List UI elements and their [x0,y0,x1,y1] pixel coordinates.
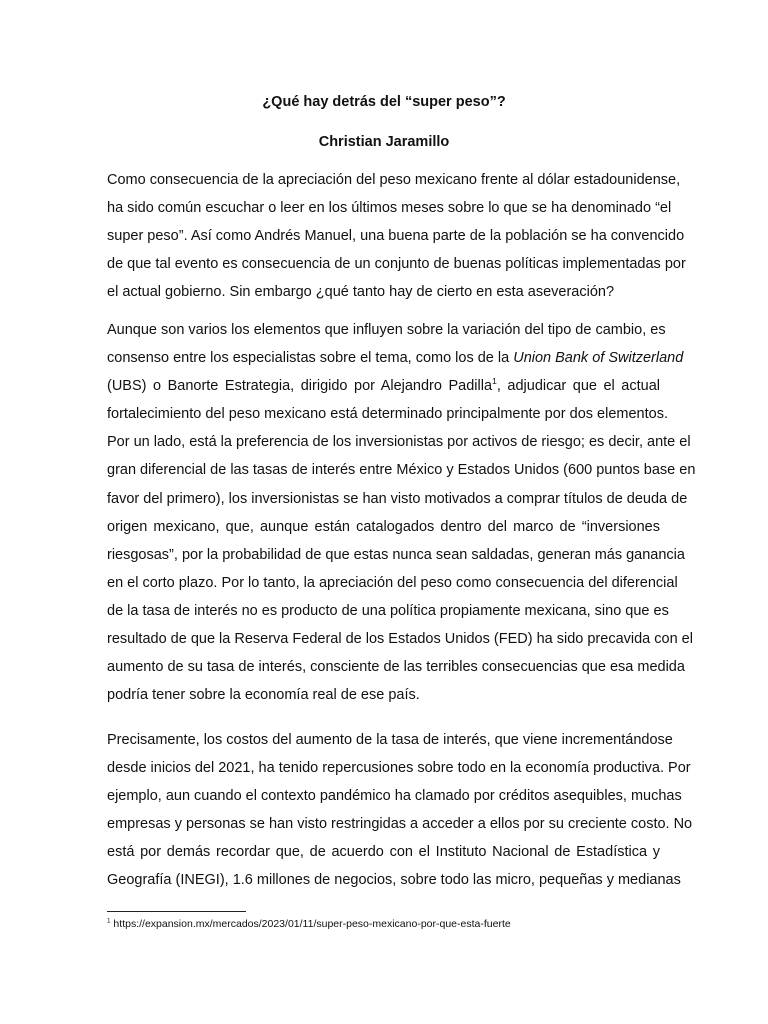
paragraph-line: de que tal evento es consecuencia de un conjunto de buenas políticas implementadas por [107,256,686,273]
emphasis-text: Union Bank of Switzerland [513,350,684,367]
paragraph-line: riesgosas”, por la probabilidad de que estas nunca sean saldadas, generan más ganancia [107,546,685,563]
paragraph-line: de la tasa de interés no es producto de una política propiamente mexicana, sino que es [107,602,669,619]
paragraph-line: fortalecimiento del peso mexicano está determinado principalmente por dos elementos. [107,406,668,423]
footnote-separator [107,911,246,912]
paragraph-line: Como consecuencia de la apreciación del peso mexicano frente al dólar estadounidense, [107,172,681,188]
paragraph-2 [107,316,696,709]
paragraph-line: resultado de que la Reserva Federal de los Estados Unidos (FED) ha sido precavida con el [107,631,693,648]
paragraph-line: favor del primero), los inversionistas se han visto motivados a comprar títulos de deuda de [107,490,688,507]
paragraph-line: aumento de su tasa de interés, consciente de las terribles consecuencias que esa medida [107,659,685,676]
footnote-reference[interactable]: 1 [492,376,497,387]
paragraph-line: Por un lado, está la preferencia de los inversionistas por activos de riesgo; es decir, ante el [107,434,691,451]
paragraph-line [107,344,684,372]
paragraph-text: (UBS) o Banorte Estrategia, dirigido por Alejandro Padilla [107,378,493,395]
paragraph-line: super peso”. Así como Andrés Manuel, una buena parte de la población se ha convencido [107,228,685,245]
paragraph-line: gran diferencial de las tasas de interés entre México y Estados Unidos (600 puntos base en [107,462,696,479]
footnote-marker: 1 [107,917,111,925]
paragraph-line: Geografía (INEGI), 1.6 millones de negocios, sobre todo las micro, pequeñas y medianas [107,872,681,889]
paragraph-line: desde inicios del 2021, ha tenido repercusiones sobre todo en la economía productiva. Por [107,760,691,777]
paragraph-line: ha sido común escuchar o leer en los últimos meses sobre lo que se ha denominado “el [107,200,672,217]
footnote [107,916,511,932]
paragraph-3 [107,726,693,895]
paragraph-line: origen mexicano, que, aunque están catalogados dentro del marco de “inversiones [107,518,660,535]
paragraph-line: empresas y personas se han visto restringidas a acceder a ellos por su creciente costo. No [107,816,693,833]
paragraph-line: en el corto plazo. Por lo tanto, la apreciación del peso como consecuencia del diferencial [107,574,678,591]
paragraph-text: consenso entre los especialistas sobre el tema, como los de la [107,350,514,367]
paragraph-line: ejemplo, aun cuando el contexto pandémico ha clamado por créditos asequibles, muchas [107,788,682,805]
document-author: Christian Jaramillo [318,134,450,150]
paragraph-text: , adjudicar que el actual [496,378,660,395]
paragraph-line: está por demás recordar que, de acuerdo con el Instituto Nacional de Estadística y [107,844,660,861]
paragraph-line: Precisamente, los costos del aumento de la tasa de interés, que viene incrementándose [107,732,673,748]
paragraph-line: Aunque son varios los elementos que influyen sobre la variación del tipo de cambio, es [107,322,666,338]
paragraph-line [107,372,660,400]
document-title: ¿Qué hay detrás del “super peso”? [262,94,506,110]
paragraph-line: podría tener sobre la economía real de ese país. [107,687,420,704]
paragraph-line: el actual gobierno. Sin embargo ¿qué tanto hay de cierto en esta aseveración? [107,284,615,301]
paragraph-1 [107,166,686,306]
footnote-link[interactable]: https://expansion.mx/mercados/2023/01/11/super-peso-mexicano-por-que-esta-fuerte [110,918,511,930]
